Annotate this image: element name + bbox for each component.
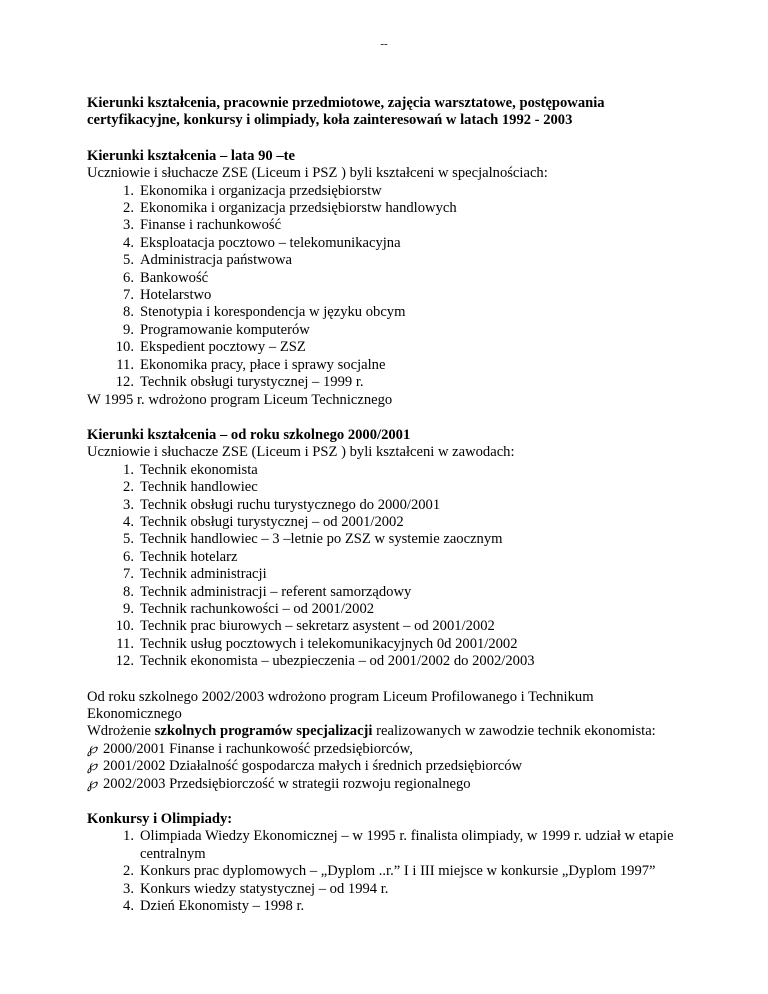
- profiled-lyceum-paragraph: Od roku szkolnego 2002/2003 wdrożono program Liceum Profilowanego i Technikum Ekonomicznego: [87, 688, 594, 722]
- list-item: 10. Ekspedient pocztowy – ZSZ: [115, 339, 306, 356]
- list-item: 9. Technik rachunkowości – od 2001/2002: [123, 600, 375, 617]
- list-item: 7. Technik administracji: [123, 566, 267, 583]
- document-heading: Kierunki kształcenia, pracownie przedmiotowe, zajęcia warsztatowe, postępowania certyfikacyjne, konkursy i olimpiady, koła zainteresowań w latach 1992 - 2003: [87, 95, 605, 129]
- bullet-icon: ℘: [87, 758, 98, 775]
- list-item: 5. Technik handlowiec – 3 –letnie po ZSZ w systemie zaocznym: [123, 531, 503, 548]
- list-item: 11. Technik usług pocztowych i telekomunikacyjnych 0d 2001/2002: [116, 635, 518, 652]
- list-item: 12. Technik obsługi turystycznej – 1999 r.: [115, 374, 364, 391]
- bullet-icon: ℘: [87, 775, 98, 792]
- list-item: 6. Technik hotelarz: [123, 548, 238, 565]
- list-item: 1. Technik ekonomista: [123, 461, 258, 478]
- list-item: 1. Olimpiada Wiedzy Ekonomicznej – w 1995 r. finalista olimpiady, w 1999 r. udział w etapie centralnym: [123, 828, 674, 862]
- section-title-contests: Konkursy i Olimpiady:: [87, 811, 233, 828]
- list-item: 2. Ekonomika i organizacja przedsiębiorstw handlowych: [123, 200, 457, 217]
- specialization-bold-text: szkolnych programów specjalizacji: [154, 723, 373, 740]
- list-item: 8. Technik administracji – referent samorządowy: [123, 583, 412, 600]
- list-item: 3. Technik obsługi ruchu turystycznego do 2000/2001: [123, 496, 441, 513]
- list-item: 10. Technik prac biurowych – sekretarz asystent – od 2001/2002: [115, 618, 495, 635]
- section-note-1995: W 1995 r. wdrożono program Liceum Technicznego: [87, 391, 393, 408]
- list-item: 11. Ekonomika pracy, płace i sprawy socjalne: [116, 356, 386, 373]
- list-item: 6. Bankowość: [123, 269, 209, 286]
- list-item: 7. Hotelarstwo: [123, 287, 212, 304]
- list-item: 4. Technik obsługi turystycznej – od 2001/2002: [123, 513, 404, 530]
- list-item: ℘ 2000/2001 Finanse i rachunkowość przedsiębiorców,: [87, 740, 413, 757]
- list-item: 3. Finanse i rachunkowość: [123, 217, 282, 234]
- specialization-list: [87, 741, 687, 793]
- specialties-list: [87, 183, 687, 392]
- list-item: ℘ 2002/2003 Przedsiębiorczość w strategii rozwoju regionalnego: [87, 775, 471, 792]
- list-item: 4. Eksploatacja pocztowo – telekomunikacyjna: [123, 234, 401, 251]
- list-item: ℘ 2001/2002 Działalność gospodarcza małych i średnich przedsiębiorców: [87, 758, 523, 775]
- list-item: 5. Administracja państwowa: [123, 252, 292, 269]
- document-body: [87, 95, 687, 915]
- bullet-icon: ℘: [87, 740, 98, 757]
- list-item: 8. Stenotypia i korespondencja w języku obcym: [123, 304, 406, 321]
- section-intro-90s: Uczniowie i słuchacze ZSE (Liceum i PSZ ) byli kształceni w specjalnościach:: [87, 165, 548, 182]
- list-item: 3. Konkurs wiedzy statystycznej – od 1994 r.: [123, 880, 389, 897]
- contests-list: [87, 828, 687, 915]
- page-top-mark: --: [380, 38, 388, 50]
- section-intro-2000: Uczniowie i słuchacze ZSE (Liceum i PSZ ) byli kształceni w zawodach:: [87, 444, 515, 461]
- professions-list: [87, 462, 687, 671]
- list-item: 4. Dzień Ekonomisty – 1998 r.: [123, 898, 305, 915]
- list-item: 2. Technik handlowiec: [123, 479, 258, 496]
- list-item: 9. Programowanie komputerów: [123, 321, 310, 338]
- section-title-90s: Kierunki kształcenia – lata 90 –te: [87, 147, 295, 164]
- list-item: 2. Konkurs prac dyplomowych – „Dyplom ..r.” I i III miejsce w konkursie „Dyplom 1997”: [123, 863, 656, 880]
- list-item: 1. Ekonomika i organizacja przedsiębiorstw: [123, 182, 382, 199]
- list-item: 12. Technik ekonomista – ubezpieczenia – od 2001/2002 do 2002/2003: [115, 653, 535, 670]
- specialization-paragraph: Wdrożenie szkolnych programów specjalizacji realizowanych w zawodzie technik ekonomista:: [87, 723, 656, 740]
- section-title-2000: Kierunki kształcenia – od roku szkolnego 2000/2001: [87, 426, 411, 443]
